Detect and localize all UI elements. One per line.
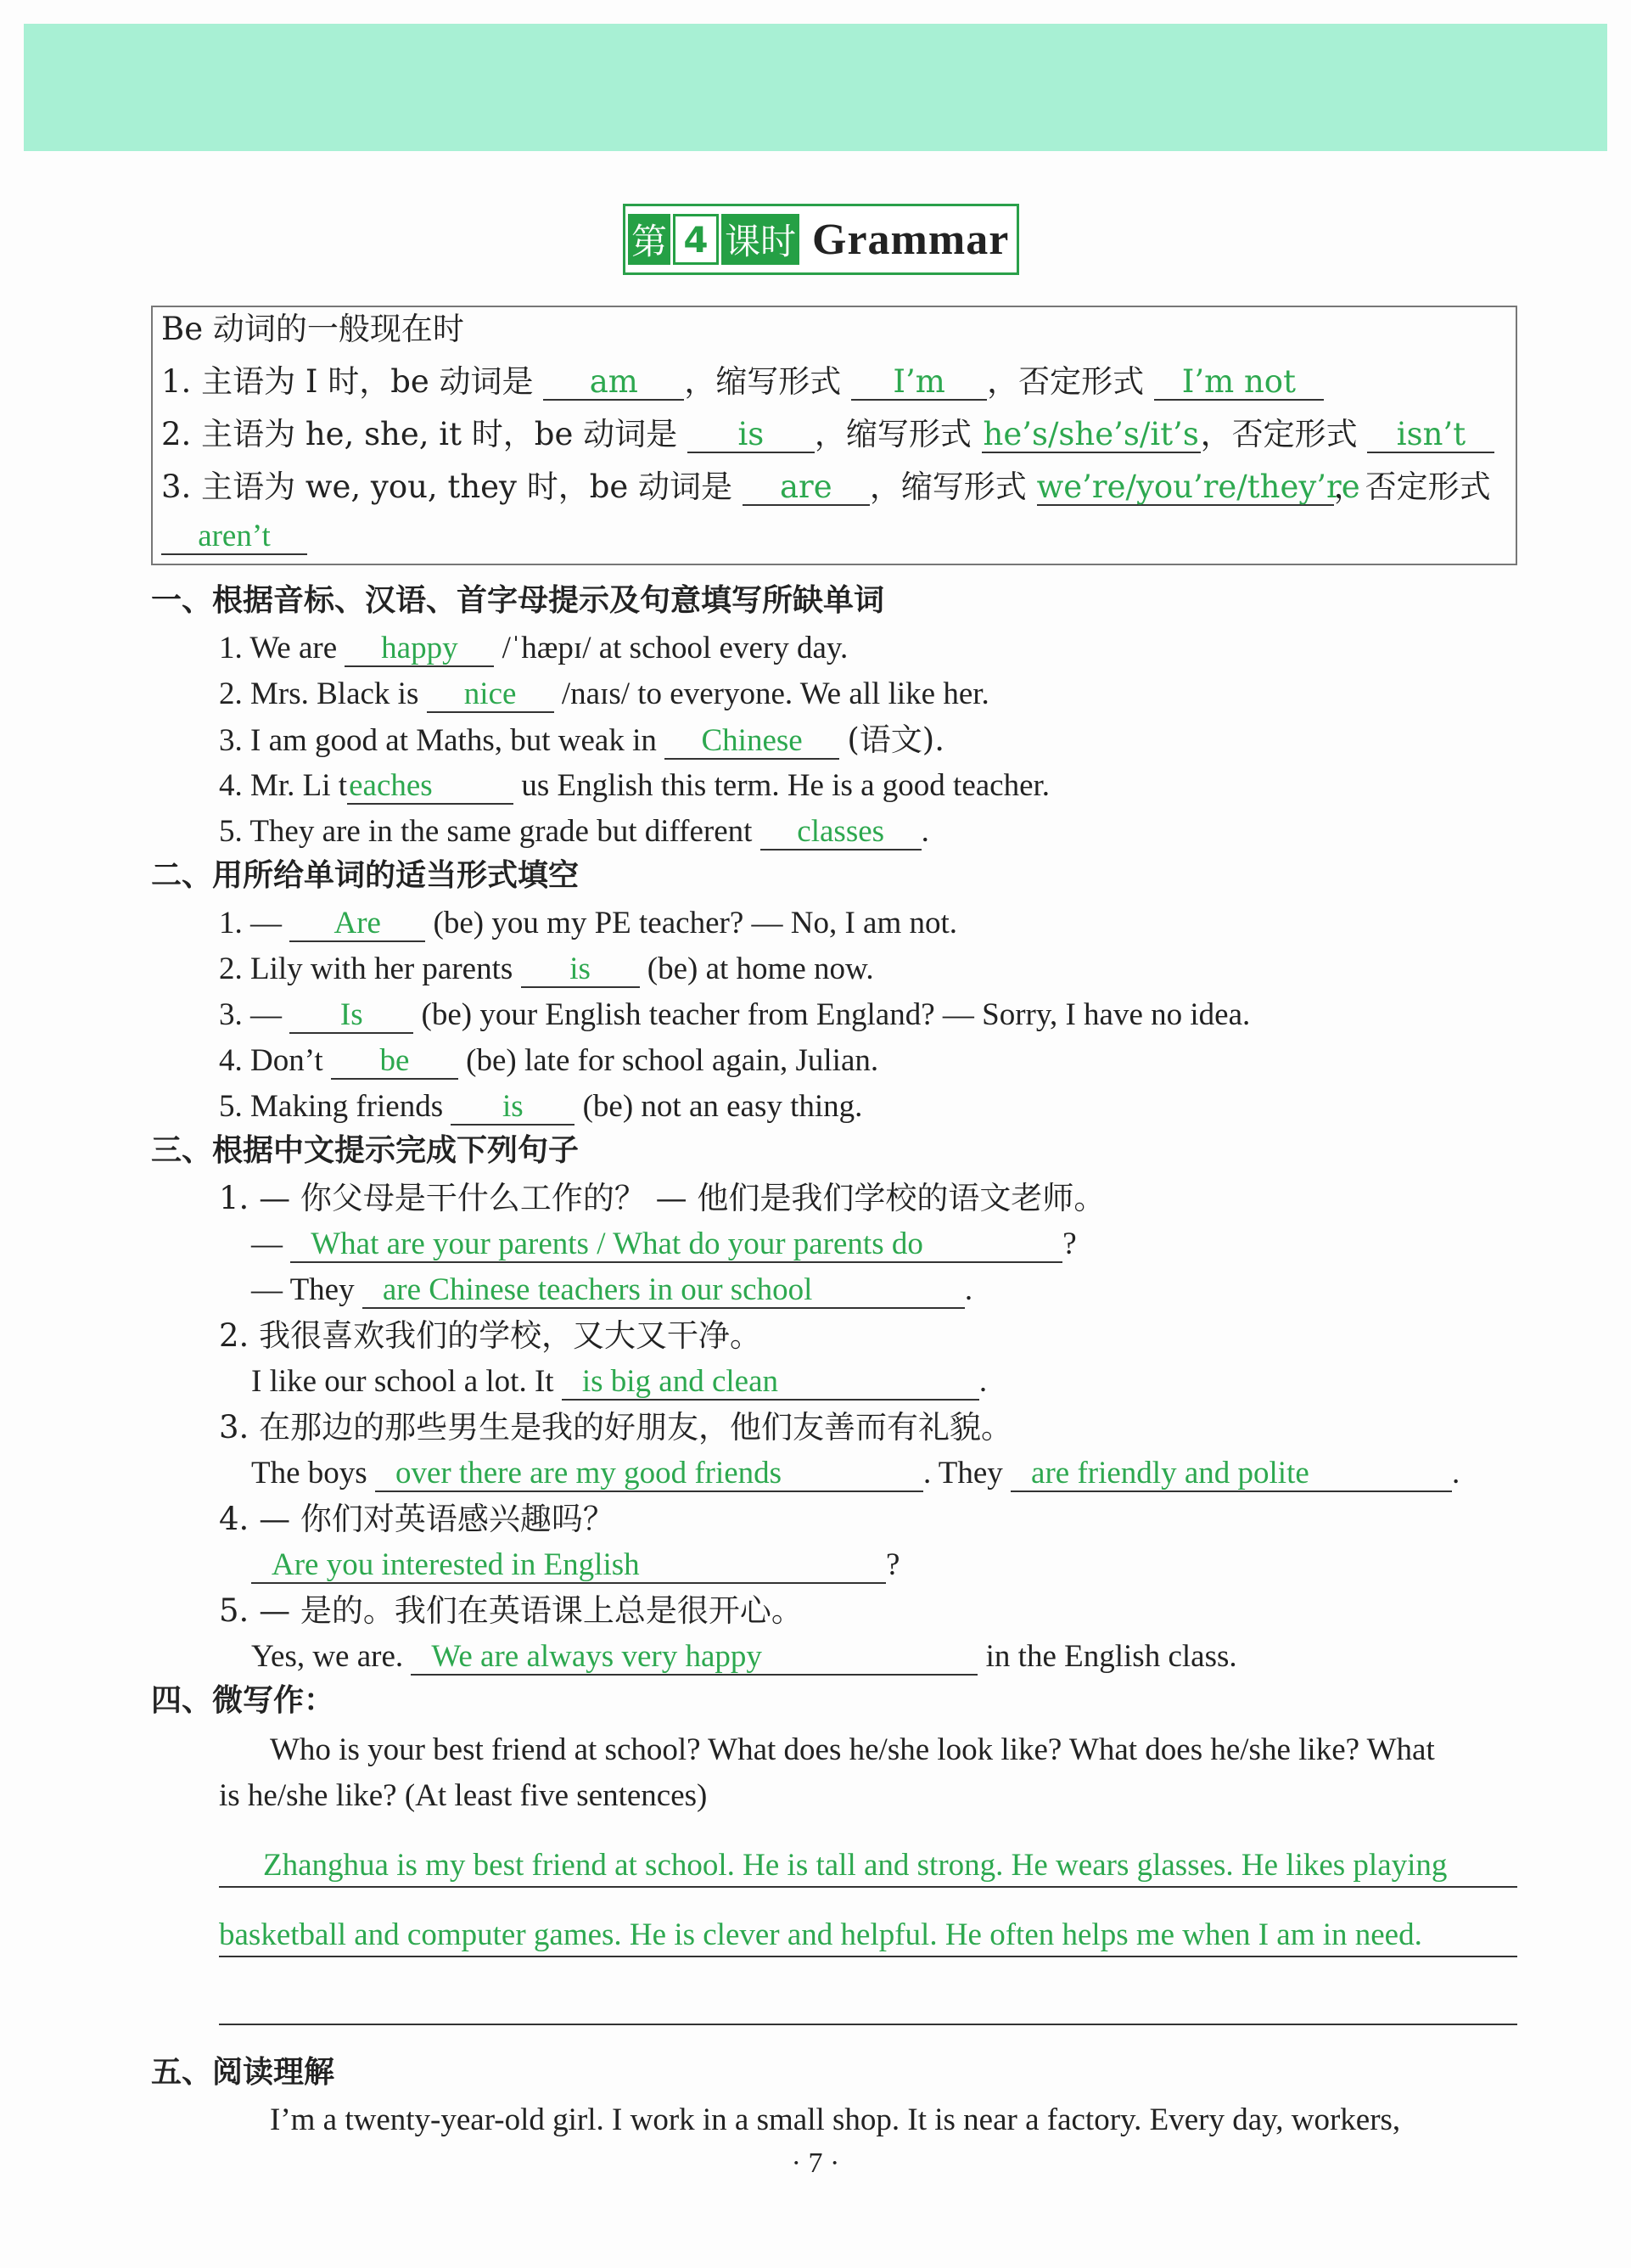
s3-q3-cn: 3. 在那边的那些男生是我的好朋友，他们友善而有礼貌。: [219, 1409, 1013, 1446]
s3-q4-answer: Are you interested in English ?: [251, 1547, 900, 1584]
s4-answer-1: Zhanghua is my best friend at school. He is tall and strong. He wears glasses. He likes playing: [263, 1848, 1448, 1883]
answer-blank: Chinese: [664, 724, 839, 760]
s2-item-3: 3. — Is (be) your English teacher from England? — Sorry, I have no idea.: [219, 997, 1251, 1032]
section4-heading: 四、微写作：: [151, 1683, 335, 1718]
section1-heading: 一、根据音标、汉语、首字母提示及句意填写所缺单词: [151, 583, 885, 618]
section2-heading: 二、用所给单词的适当形式填空: [151, 858, 580, 893]
s1-item-3: 3. I am good at Maths, but weak in Chinese (语文).: [219, 721, 944, 758]
s3-q3-answer: The boys over there are my good friends . They are friendly and polite .: [251, 1456, 1460, 1490]
writing-line: [219, 2024, 1517, 2025]
page-number: · 7 ·: [791, 2147, 840, 2179]
s1-item-5: 5. They are in the same grade but different classes .: [219, 814, 929, 849]
summary-row-3-cont: [161, 518, 307, 555]
s4-prompt-1: Who is your best friend at school? What does he/she look like? What does he/she like? What: [270, 1732, 1435, 1767]
section3-heading: 三、根据中文提示完成下列句子: [151, 1133, 580, 1168]
s1-item-2: 2. Mrs. Black is nice /naɪs/ to everyone. We all like her.: [219, 676, 989, 711]
answer-blank: over there are my good friends: [375, 1457, 923, 1492]
answer-blank: I’m: [851, 365, 987, 401]
title-grammar: Grammar: [812, 215, 1010, 264]
answer-blank: nice: [427, 677, 554, 713]
s3-q5-answer: Yes, we are. We are always very happy in the English class.: [251, 1639, 1237, 1674]
writing-line: [219, 1886, 1517, 1888]
answer-blank: We are always very happy: [411, 1640, 978, 1676]
summary-row-3: 3. 主语为 we, you, they 时，be 动词是 are ，缩写形式 we’re/you’re/they’re，否定形式: [161, 469, 1491, 505]
answer-blank: happy: [345, 632, 494, 667]
s3-q2-answer: I like our school a lot. It is big and clean .: [251, 1364, 988, 1399]
answer-blank: Are: [289, 907, 425, 942]
answer-blank: is: [451, 1090, 574, 1126]
answer-blank: am: [543, 365, 684, 401]
s2-item-1: 1. — Are (be) you my PE teacher? — No, I am not.: [219, 906, 958, 940]
summary-heading: Be 动词的一般现在时: [161, 311, 464, 347]
answer-blank: is big and clean: [562, 1365, 979, 1401]
lesson-title: [623, 204, 1019, 275]
s2-item-2: 2. Lily with her parents is (be) at home now.: [219, 952, 874, 986]
writing-line: [219, 1956, 1517, 1957]
s2-item-4: 4. Don’t be (be) late for school again, Julian.: [219, 1043, 879, 1078]
answer-blank: are friendly and polite: [1011, 1457, 1452, 1492]
answer-blank: we’re/you’re/they’re: [1036, 469, 1360, 505]
top-color-band: [24, 24, 1607, 151]
s1-item-1: 1. We are happy /ˈhæpɪ/ at school every day.: [219, 631, 849, 665]
title-number: 4: [673, 214, 719, 265]
s4-prompt-2: is he/she like? (At least five sentences): [219, 1778, 708, 1813]
answer-blank: are: [743, 470, 870, 506]
section5-heading: 五、阅读理解: [151, 2055, 335, 2090]
answer-blank: is: [687, 418, 815, 453]
s3-q5-cn: 5. — 是的。我们在英语课上总是很开心。: [219, 1592, 803, 1629]
title-prefix: 第: [628, 214, 670, 265]
s5-text: I’m a twenty-year-old girl. I work in a small shop. It is near a factory. Every day, workers,: [270, 2102, 1401, 2137]
answer-blank: I’m not: [1154, 365, 1324, 401]
s3-q1-they: — They are Chinese teachers in our school .: [251, 1272, 973, 1307]
answer-blank: are Chinese teachers in our school: [362, 1273, 965, 1309]
answer-blank: aren’t: [161, 519, 307, 555]
answer-blank: classes: [760, 815, 922, 850]
s3-q1-cn: 1. — 你父母是干什么工作的？ — 他们是我们学校的语文老师。: [219, 1180, 1106, 1216]
summary-row-1: 1. 主语为 I 时，be 动词是 am ，缩写形式 I’m ，否定形式 I’m not: [161, 363, 1324, 401]
s3-q2-cn: 2. 我很喜欢我们的学校，又大又干净。: [219, 1317, 762, 1354]
summary-row-2: 2. 主语为 he, she, it 时，be 动词是 is ，缩写形式 he’s/she’s/it’s，否定形式 isn’t: [161, 416, 1494, 453]
title-mid: 课时: [721, 214, 799, 265]
s2-item-5: 5. Making friends is (be) not an easy thing.: [219, 1089, 863, 1124]
answer-blank: isn’t: [1367, 418, 1494, 453]
answer-blank: Is: [289, 998, 413, 1034]
answer-blank: Are you interested in English: [251, 1548, 886, 1584]
answer-blank: be: [331, 1044, 458, 1080]
s3-q1-answer: — What are your parents / What do your parents do ?: [251, 1227, 1077, 1261]
answer-blank: is: [521, 952, 640, 988]
s1-item-4: 4. Mr. Li teaches us English this term. He is a good teacher.: [219, 768, 1051, 803]
s4-answer-2: basketball and computer games. He is clever and helpful. He often helps me when I am in need.: [219, 1917, 1422, 1952]
s3-q4-cn: 4. — 你们对英语感兴趣吗？: [219, 1501, 614, 1537]
answer-blank: What are your parents / What do your parents do: [290, 1227, 1062, 1263]
answer-blank: he’s/she’s/it’s: [983, 416, 1199, 452]
answer-blank: eaches: [347, 769, 513, 805]
